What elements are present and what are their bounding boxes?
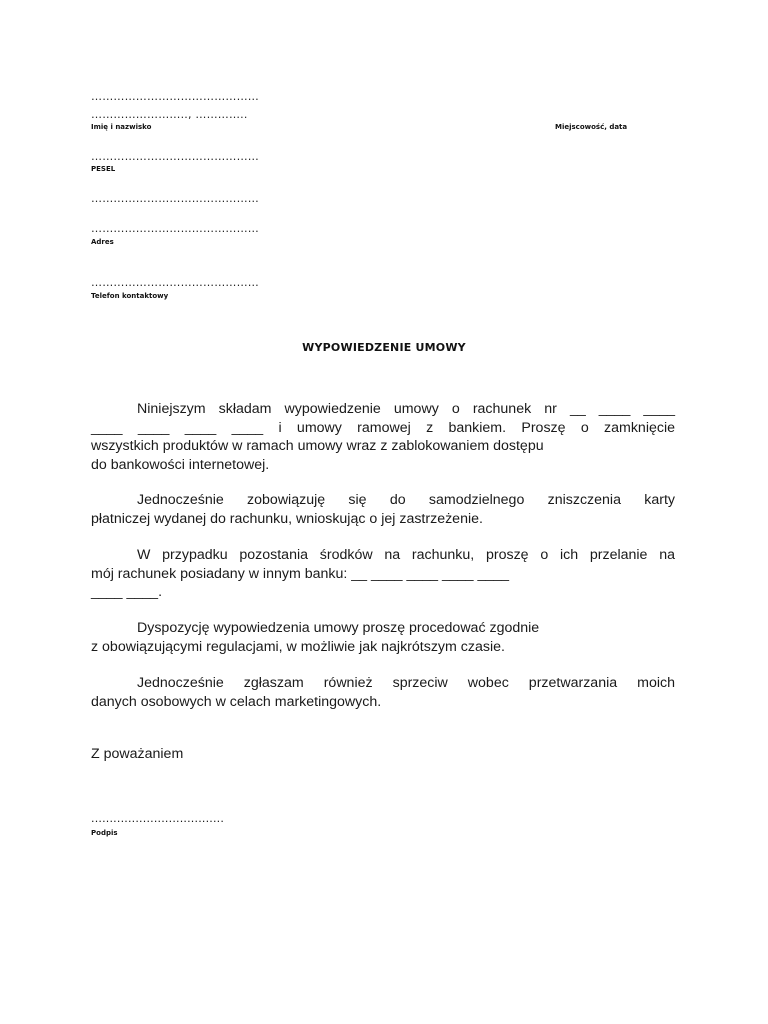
phone-dots: ……………………………………… — [91, 276, 259, 289]
paragraph-4-line-2: z obowiązującymi regulacjami, w możliwie jak najkrótszym czasie. — [91, 638, 505, 655]
signature-dots: .................................... — [91, 812, 225, 825]
name-dots-line-2: …………………….., ………….. — [91, 108, 248, 121]
closing-greeting: Z poważaniem — [91, 746, 184, 762]
name-dots-line-1: ……………………………………… — [91, 90, 259, 103]
paragraph-3-line-1-text: W przypadku pozostania środków na rachunku, proszę o ich przelanie na — [137, 547, 675, 563]
paragraph-1-line-1-text: Niniejszym składam wypowiedzenie umowy o rachunek nr __ ____ ____ — [137, 401, 675, 417]
paragraph-5-line-1 — [91, 674, 675, 693]
pesel-label: PESEL — [91, 165, 116, 173]
address-dots-line-2: ……………………………………… — [91, 222, 259, 235]
paragraph-1-line-4: do bankowości internetowej. — [91, 456, 270, 473]
paragraph-1-line-3: wszystkich produktów w ramach umowy wraz z zablokowaniem dostępu — [91, 438, 544, 454]
document-title: WYPOWIEDZENIE UMOWY — [302, 341, 466, 354]
address-dots-line-1: ……………………………………… — [91, 192, 259, 205]
paragraph-2-line-1-text: Jednocześnie zobowiązuję się do samodzielnego zniszczenia karty — [137, 492, 675, 508]
paragraph-2 — [91, 491, 675, 528]
paragraph-3-line-3: ____ ____. — [91, 584, 163, 600]
paragraph-5 — [91, 674, 675, 711]
paragraph-5-line-2: danych osobowych w celach marketingowych. — [91, 693, 382, 710]
paragraph-1-line-2: ____ ____ ____ ____ i umowy ramowej z bankiem. Proszę o zamknięcie — [91, 419, 675, 436]
paragraph-4-line-1 — [91, 619, 675, 638]
paragraph-5-line-1-text: Jednocześnie zgłaszam również sprzeciw wobec przetwarzania moich — [137, 675, 675, 691]
address-label: Adres — [91, 238, 114, 246]
paragraph-1-line-1 — [91, 400, 675, 419]
paragraph-4 — [91, 619, 675, 656]
signature-label: Podpis — [91, 829, 118, 837]
paragraph-3-line-2: mój rachunek posiadany w innym banku: __ ____ ____ ____ ____ — [91, 565, 510, 582]
paragraph-3 — [91, 546, 675, 602]
pesel-dots: ……………………………………… — [91, 150, 259, 163]
phone-label: Telefon kontaktowy — [91, 292, 169, 300]
paragraph-3-line-1 — [91, 546, 675, 565]
place-date-label: Miejscowość, data — [555, 123, 628, 131]
paragraph-2-line-1 — [91, 491, 675, 510]
paragraph-1 — [91, 400, 675, 474]
paragraph-2-line-2: płatniczej wydanej do rachunku, wnioskując o jej zastrzeżenie. — [91, 510, 483, 527]
name-label: Imię i nazwisko — [91, 123, 152, 131]
paragraph-4-line-1-text: Dyspozycję wypowiedzenia umowy proszę procedować zgodnie — [137, 620, 540, 636]
